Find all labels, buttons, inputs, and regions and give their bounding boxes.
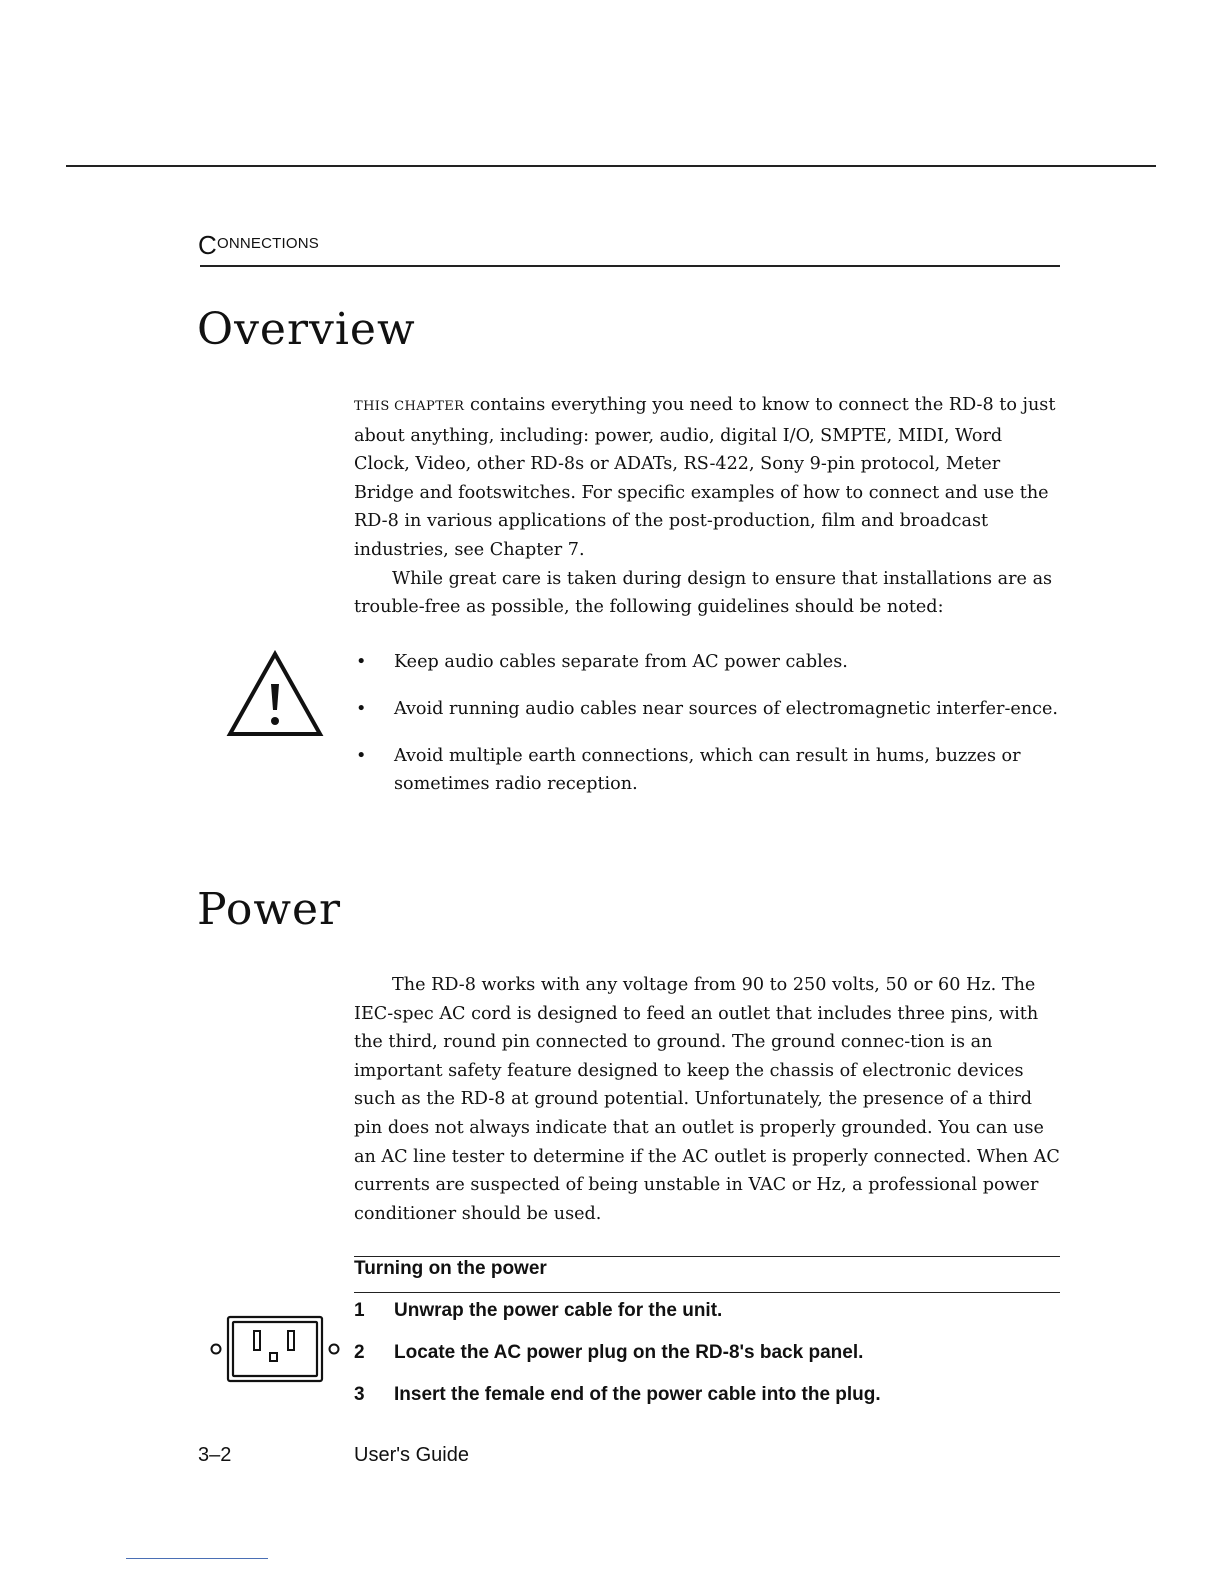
- step-item: [354, 1300, 881, 1342]
- bullet-dot: •: [356, 699, 367, 719]
- section-header: [198, 232, 319, 258]
- power-steps: [354, 1300, 881, 1426]
- bottom-decorative-line: [126, 1558, 268, 1559]
- bullet-text: Keep audio cables separate from AC power cables.: [394, 652, 848, 672]
- page-number: 3–2: [198, 1444, 232, 1466]
- power-subheading: Turning on the power: [354, 1258, 547, 1279]
- bullet-text: Avoid running audio cables near sources of electromagnetic interfer-ence.: [394, 699, 1058, 719]
- overview-intro: [354, 391, 1060, 565]
- overview-paragraph-2: While great care is taken during design to ensure that installations are as trouble-free as possible, the following guidelines should be noted:: [354, 568, 1053, 618]
- bullet-dot: •: [356, 746, 367, 766]
- step-text: Locate the AC power plug on the RD-8's back panel.: [394, 1342, 864, 1363]
- intro-text: contains everything you need to know to connect the RD-8 to just about anything, including: power, audio, digital I/O, SMPTE, MIDI, Word Clock, Video, other RD-8s or ADATs, RS-422, Sony 9-pin protocol, Meter Bridge and footswitches. For specific examples of how to connect and use the RD-8 in various applications of the post-production, film and broadcast industries, see Chapter 7.: [354, 395, 1056, 560]
- step-number: 3: [354, 1384, 365, 1405]
- guideline-list: [354, 648, 1060, 798]
- step-text: Insert the female end of the power cable into the plug.: [394, 1384, 881, 1405]
- section-header-rest: ONNECTIONS: [216, 235, 319, 252]
- warning-icon: [226, 650, 324, 738]
- list-item: [354, 742, 1060, 798]
- bullet-dot: •: [356, 652, 367, 672]
- overview-heading: Overview: [197, 304, 416, 355]
- guide-title: User's Guide: [354, 1444, 469, 1466]
- subheading-rule-bottom: [354, 1292, 1060, 1293]
- power-heading: Power: [197, 884, 342, 935]
- overview-body: [354, 391, 1060, 622]
- header-rule: [200, 265, 1060, 267]
- bullet-text: Avoid multiple earth connections, which can result in hums, buzzes or sometimes radio reception.: [394, 746, 1021, 794]
- power-body: [354, 971, 1060, 1228]
- step-number: 2: [354, 1342, 365, 1363]
- step-text: Unwrap the power cable for the unit.: [394, 1300, 723, 1321]
- step-item: [354, 1384, 881, 1426]
- intro-smallcaps: THIS CHAPTER: [354, 399, 465, 414]
- section-header-initial: C: [198, 230, 217, 260]
- power-paragraph: The RD-8 works with any voltage from 90 to 250 volts, 50 or 60 Hz. The IEC-spec AC cord is designed to feed an outlet that includes three pins, with the third, round pin connected to ground. The ground connec-tion is an important safety feature designed to keep the chassis of electronic devices such as the RD-8 at ground potential. Unfortunately, the presence of a third pin does not always indicate that an outlet is properly grounded. You can use an AC line tester to determine if the AC outlet is properly connected. When AC currents are suspected of being unstable in VAC or Hz, a professional power conditioner should be used.: [354, 975, 1060, 1224]
- subheading-rule-top: [354, 1256, 1060, 1257]
- iec-power-socket-icon: [206, 1314, 342, 1384]
- list-item: [354, 648, 1060, 676]
- step-number: 1: [354, 1300, 365, 1321]
- list-item: [354, 695, 1060, 723]
- top-rule: [66, 165, 1156, 167]
- step-item: [354, 1342, 881, 1384]
